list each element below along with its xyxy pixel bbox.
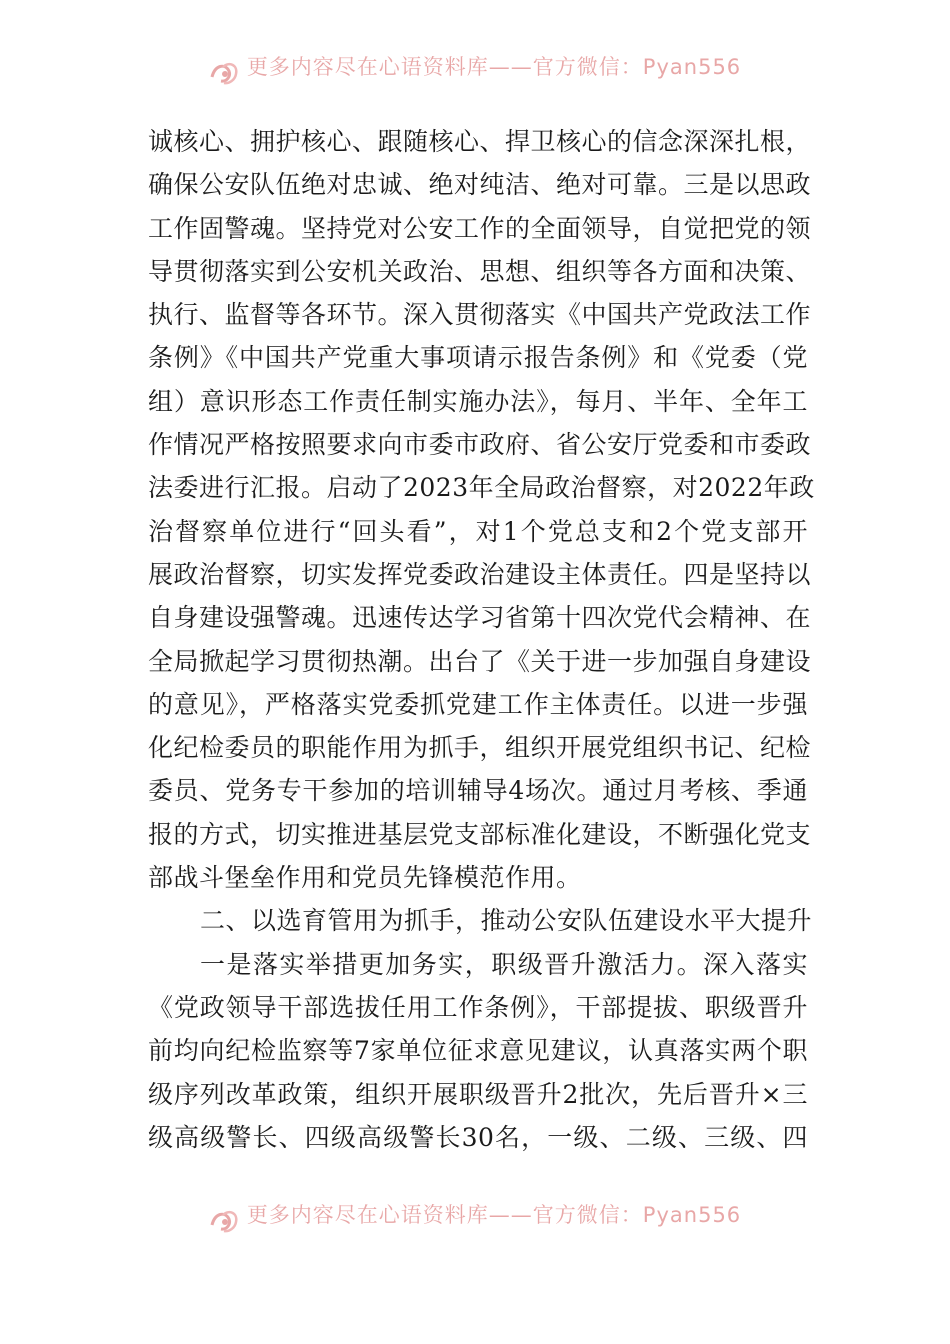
watermark-header — [0, 52, 950, 92]
text-line: 报的方式，切实推进基层党支部标准化建设，不断强化党支 — [148, 819, 812, 849]
text-line: 确保公安队伍绝对忠诚、绝对纯洁、绝对可靠。三是以思政 — [148, 170, 812, 200]
text-line: 条例》《中国共产党重大事项请示报告条例》和《党委（党 — [148, 343, 808, 373]
text-line: 的意见》，严格落实党委抓党建工作主体责任。以进一步强 — [148, 689, 808, 719]
text-line: 前均向纪检监察等7家单位征求意见建议，认真落实两个职 — [148, 1036, 808, 1066]
text-line: 展政治督察，切实发挥党委政治建设主体责任。四是坚持以 — [148, 559, 812, 589]
text-line: 级序列改革政策，组织开展职级晋升2批次，先后晋升×三 — [148, 1079, 808, 1109]
text-line: 部战斗堡垒作用和党员先锋模范作用。 — [148, 863, 582, 893]
text-line: 工作固警魂。坚持党对公安工作的全面领导，自觉把党的领 — [148, 213, 812, 243]
text-line: 执行、监督等各环节。深入贯彻落实《中国共产党政法工作 — [148, 300, 812, 330]
text-line: 作情况严格按照要求向市委市政府、省公安厅党委和市委政 — [148, 430, 812, 460]
text-line: 法委进行汇报。启动了2023年全局政治督察，对2022年政 — [148, 473, 815, 503]
watermark-logo-icon — [209, 57, 241, 87]
text-line: 化纪检委员的职能作用为抓手，组织开展党组织书记、纪检 — [148, 733, 812, 763]
text-line: 一是落实举措更加务实，职级晋升激活力。深入落实 — [200, 949, 808, 979]
text-line: 《党政领导干部选拔任用工作条例》，干部提拔、职级晋升 — [148, 992, 808, 1022]
watermark-text: 更多内容尽在心语资料库——官方微信：Pyan556 — [246, 55, 742, 79]
text-line: 诚核心、拥护核心、跟随核心、捍卫核心的信念深深扎根， — [148, 127, 812, 156]
section-heading: 二、以选育管用为抓手，推动公安队伍建设水平大提升 — [200, 906, 813, 936]
text-line: 自身建设强警魂。迅速传达学习省第十四次党代会精神、在 — [148, 603, 812, 633]
text-line: 委员、党务专干参加的培训辅导4场次。通过月考核、季通 — [148, 776, 808, 806]
text-line: 全局掀起学习贯彻热潮。出台了《关于进一步加强自身建设 — [148, 646, 812, 676]
text-line: 治督察单位进行“回头看”，对1个党总支和2个党支部开 — [148, 516, 808, 546]
watermark-footer — [0, 1200, 950, 1240]
document-body — [148, 120, 815, 1159]
text-line: 级高级警长、四级高级警长30名，一级、二级、三级、四 — [148, 1122, 808, 1152]
watermark-logo-icon — [209, 1205, 241, 1235]
text-line: 导贯彻落实到公安机关政治、思想、组织等各方面和决策、 — [148, 256, 812, 286]
watermark-text: 更多内容尽在心语资料库——官方微信：Pyan556 — [246, 1203, 742, 1227]
text-line: 组）意识形态工作责任制实施办法》，每月、半年、全年工 — [148, 386, 808, 416]
